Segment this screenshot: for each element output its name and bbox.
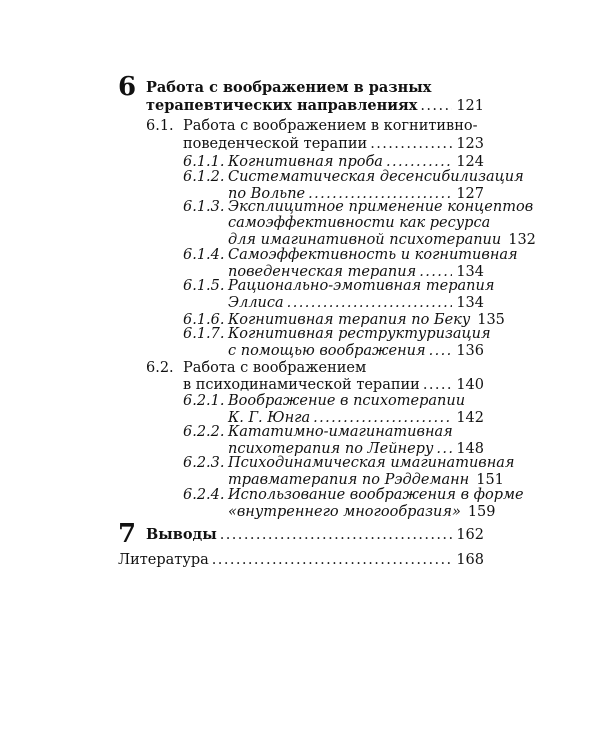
subsection-6-1-5-entry[interactable] (228, 294, 484, 312)
subsection-6-1-7-number: 6.1.7. (183, 326, 225, 342)
page-number: 162 (456, 527, 484, 543)
subsection-6-1-3-title-line2: самоэффективности как ресурса (228, 215, 491, 231)
subsection-6-2-3-number: 6.2.3. (183, 455, 225, 471)
subsection-6-2-4-entry[interactable] (228, 503, 496, 521)
subsection-6-2-4-number: 6.2.4. (183, 487, 225, 503)
dot-leader (370, 135, 452, 153)
section-6-2-title-line1: Работа с воображением (183, 360, 367, 376)
subsection-6-1-3-title-line1: Эксплицитное применение концептов (228, 199, 534, 215)
subsection-6-2-3-title-line1: Психодинамическая имагинативная (228, 455, 515, 471)
dot-leader (429, 342, 453, 360)
subsection-6-2-1-title-line1: Воображение в психотерапии (228, 393, 466, 409)
subsection-6-2-4-title-line1: Использование воображения в форме (228, 487, 524, 503)
subsection-6-2-1-number: 6.2.1. (183, 393, 225, 409)
subsection-6-1-6-title: Когнитивная терапия по Беку (228, 312, 471, 328)
subsection-6-1-5-title-line2: Эллиса (228, 295, 284, 311)
dot-leader (220, 526, 453, 544)
dot-leader (287, 294, 453, 312)
chapter-6-title-line1: Работа с воображением в разных (146, 79, 432, 96)
subsection-6-1-7-entry[interactable] (228, 342, 484, 360)
chapter-7-entry[interactable] (146, 526, 484, 544)
chapter-7-title: Выводы (146, 526, 217, 543)
subsection-6-1-4-number: 6.1.4. (183, 247, 225, 263)
page-number: 140 (456, 377, 484, 393)
subsection-6-1-1-number: 6.1.1. (183, 154, 225, 170)
subsection-6-1-5-title-line1: Рационально-эмотивная терапия (228, 278, 495, 294)
page-number: 148 (456, 441, 484, 457)
section-6-2-title-line2: в психодинамической терапии (183, 377, 420, 393)
subsection-6-2-4-title-line2: «внутреннего многообразия» (228, 504, 461, 520)
subsection-6-1-4-title-line2: поведенческая терапия (228, 264, 417, 280)
subsection-6-1-2-number: 6.1.2. (183, 169, 225, 185)
subsection-6-1-3-number: 6.1.3. (183, 199, 225, 215)
subsection-6-2-2-title-line1: Кататимно-имагинативная (228, 424, 453, 440)
subsection-6-1-3-title-line3: для имагинативной психотерапии (228, 232, 502, 248)
page-number: 159 (467, 504, 496, 520)
section-6-1-entry[interactable] (183, 135, 484, 153)
subsection-6-1-5-number: 6.1.5. (183, 278, 225, 294)
page-number: 134 (456, 295, 484, 311)
page-number: 136 (456, 343, 484, 359)
subsection-6-1-2-title-line1: Систематическая десенсибилизация (228, 169, 524, 185)
chapter-7-number: 7 (118, 519, 137, 549)
page-number: 151 (476, 472, 504, 488)
subsection-6-2-3-title-line2: травматерапия по Рэддеманн (228, 472, 470, 488)
subsection-6-1-6-number: 6.1.6. (183, 312, 225, 328)
subsection-6-1-4-title-line1: Самоэффективность и когнитивная (228, 247, 518, 263)
chapter-6-number: 6 (118, 72, 137, 102)
subsection-6-2-1-title-line2: К. Г. Юнга (228, 410, 311, 426)
section-6-1-number: 6.1. (146, 118, 174, 134)
page-number: 135 (477, 312, 505, 328)
subsection-6-2-2-number: 6.2.2. (183, 424, 225, 440)
section-6-1-title-line1: Работа с воображением в когнитивно- (183, 118, 478, 134)
literature-title: Литература (118, 552, 209, 568)
section-6-2-number: 6.2. (146, 360, 174, 376)
dot-leader (420, 97, 452, 115)
chapter-6-entry[interactable] (146, 97, 484, 115)
page-number: 124 (456, 154, 484, 170)
literature-entry[interactable] (118, 551, 484, 569)
subsection-6-1-1-title: Когнитивная проба (228, 154, 383, 170)
page-number: 123 (456, 136, 484, 152)
subsection-6-1-2-title-line2: по Вольпе (228, 186, 306, 202)
subsection-6-2-2-title-line2: психотерапия по Лейнеру (228, 441, 434, 457)
page-number: 168 (456, 552, 484, 568)
subsection-6-1-7-title-line2: с помощью воображения (228, 343, 426, 359)
section-6-1-title-line2: поведенческой терапии (183, 136, 368, 152)
page-number: 121 (456, 98, 484, 114)
page-number: 127 (456, 186, 484, 202)
page-number: 134 (456, 264, 484, 280)
page-number: 132 (508, 232, 536, 248)
dot-leader (212, 551, 453, 569)
page-number: 142 (456, 410, 484, 426)
subsection-6-1-7-title-line1: Когнитивная реструктуризация (228, 326, 491, 342)
chapter-6-title-line2: терапевтических направлениях (146, 97, 418, 114)
